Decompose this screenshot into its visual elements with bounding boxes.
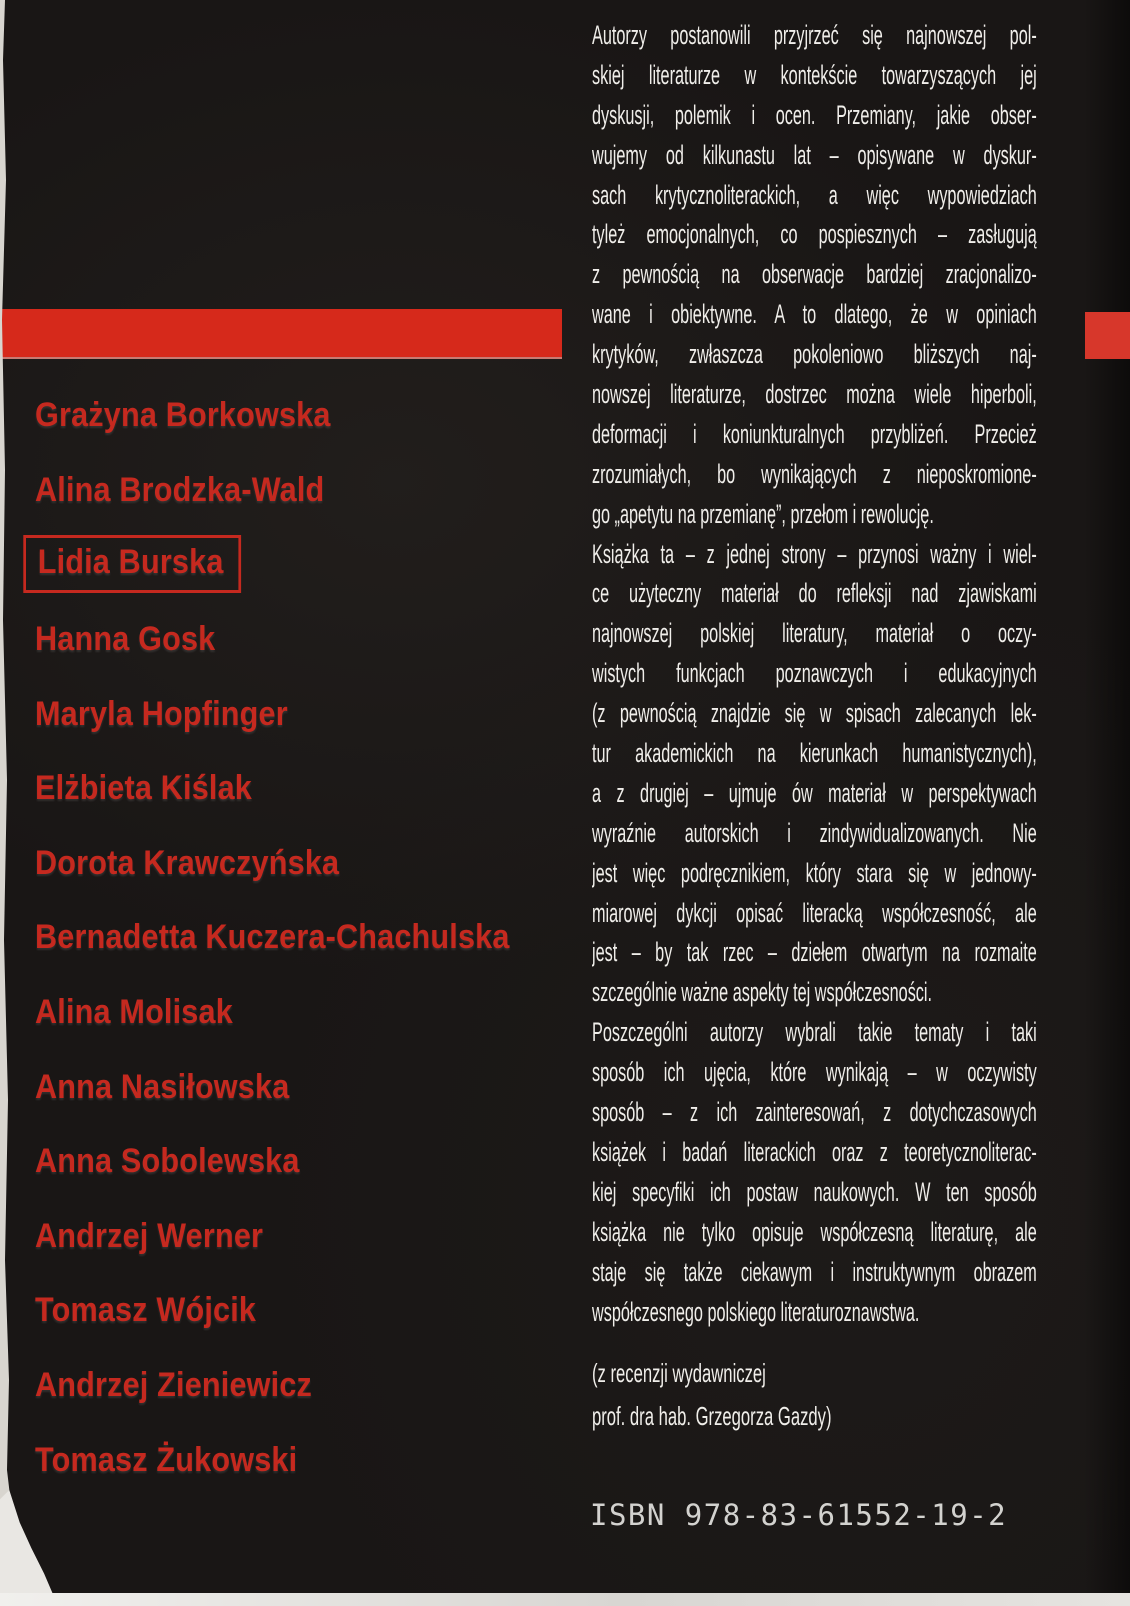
author-row <box>35 751 510 826</box>
review-credit <box>592 1352 1040 1438</box>
author-name: Dorota Krawczyńska <box>35 843 340 882</box>
review-line: szczególnie ważne aspekty tej współczesności. <box>592 977 933 1008</box>
review-line: jest więc podręcznikiem, który stara się w jednowy- <box>592 857 1037 888</box>
author-row <box>35 1422 510 1497</box>
author-row <box>35 676 510 751</box>
review-line: wujemy od kilkunastu lat – opisywane w dyskur- <box>592 139 1037 170</box>
review-line: współczesnego polskiego literaturoznawstwa. <box>592 1296 920 1327</box>
red-block-right <box>1085 312 1130 359</box>
review-line: wistych funkcjach poznawczych i edukacyjnych <box>592 658 1037 689</box>
review-line: krytyków, zwłaszcza pokoleniowo bliższych naj- <box>592 339 1037 370</box>
credit-line: (z recenzji wydawniczej <box>592 1358 766 1388</box>
review-line: a z drugiej – ujmuje ów materiał w perspektywach <box>592 777 1037 808</box>
review-line: deformacji i koniunkturalnych przybliżeń. Przecież <box>592 418 1037 449</box>
scan-corner-blob <box>0 1490 58 1606</box>
author-name: Bernadetta Kuczera-Chachulska <box>35 918 510 957</box>
scan-edge-left <box>0 0 16 1606</box>
author-name: Andrzej Werner <box>35 1216 264 1255</box>
review-line: wyraźnie autorskich i zindywidualizowanych. Nie <box>592 817 1037 848</box>
isbn-text: ISBN 978-83-61552-19-2 <box>590 1498 1008 1532</box>
red-stripe-left <box>0 309 562 359</box>
author-name: Hanna Gosk <box>35 620 216 659</box>
review-line: go „apetytu na przemianę”, przełom i rewolucję. <box>592 498 934 529</box>
review-line: jest – by tak rzec – dziełem otwartym na rozmaite <box>592 937 1037 968</box>
author-name: Anna Sobolewska <box>35 1142 300 1181</box>
review-line: wane i obiektywne. A to dlatego, że w opiniach <box>592 299 1037 330</box>
review-line: dyskusji, polemik i ocen. Przemiany, jakie obser- <box>592 99 1037 130</box>
review-line: sach krytycznoliterackich, a więc wypowiedziach <box>592 179 1037 210</box>
review-line: książek i badań literackich oraz z teoretycznoliterac- <box>592 1136 1037 1167</box>
author-row <box>35 1348 510 1423</box>
right-edge-shading <box>1084 0 1130 1606</box>
review-line: staje się także ciekawym i instruktywnym obrazem <box>592 1256 1037 1287</box>
author-name: Tomasz Żukowski <box>35 1440 298 1479</box>
review-line: najnowszej polskiej literatury, materiał o oczy- <box>592 618 1037 649</box>
author-row <box>35 378 510 453</box>
credit-line: prof. dra hab. Grzegorza Gazdy) <box>592 1401 832 1431</box>
author-name-boxed: Lidia Burska <box>23 535 241 593</box>
review-line: miarowej dykcji opisać literacką współczesność, ale <box>592 897 1037 928</box>
review-line: zrozumiałych, bo wynikających z nieposkromione- <box>592 458 1037 489</box>
author-row <box>35 602 510 677</box>
review-line: ce użyteczny materiał do refleksji nad zjawiskami <box>592 578 1037 609</box>
review-line: tur akademickich na kierunkach humanistycznych), <box>592 738 1037 769</box>
author-row <box>35 900 510 975</box>
scan-edge-bottom <box>0 1593 1130 1606</box>
author-row <box>35 1124 510 1199</box>
review-line: sposób ich ujęcia, które wynikają – w oczywisty <box>592 1057 1037 1088</box>
review-text <box>592 16 1037 1332</box>
review-line: skiej literaturze w kontekście towarzyszących jej <box>592 59 1037 90</box>
author-row <box>35 975 510 1050</box>
authors-list <box>35 378 510 1497</box>
author-name: Maryla Hopfinger <box>35 694 288 733</box>
review-line: (z pewnością znajdzie się w spisach zalecanych lek- <box>592 698 1037 729</box>
author-name: Tomasz Wójcik <box>35 1291 257 1330</box>
author-name: Andrzej Zieniewicz <box>35 1366 313 1405</box>
review-line: z pewnością na obserwacje bardziej zracjonalizo- <box>592 259 1037 290</box>
review-line: Autorzy postanowili przyjrzeć się najnowszej pol- <box>592 20 1037 50</box>
review-line: sposób – z ich zainteresowań, z dotychczasowych <box>592 1097 1037 1128</box>
author-name: Anna Nasiłowska <box>35 1067 290 1106</box>
author-row <box>35 453 510 528</box>
review-line: nowszej literaturze, dostrzec można wiele hiperboli, <box>592 379 1037 410</box>
review-line: tyleż emocjonalnych, co pospiesznych – zasługują <box>592 219 1037 250</box>
author-row <box>35 826 510 901</box>
review-line: książka nie tylko opisuje współczesną literaturę, ale <box>592 1216 1037 1247</box>
author-row <box>35 1199 510 1274</box>
review-line: Książka ta – z jednej strony – przynosi ważny i wiel- <box>592 538 1037 569</box>
author-row <box>35 1049 510 1124</box>
author-name: Alina Brodzka-Wald <box>35 470 325 509</box>
review-line: Poszczególni autorzy wybrali takie tematy i taki <box>592 1017 1037 1048</box>
review-line: kiej specyfiki ich postaw naukowych. W ten sposób <box>592 1176 1037 1207</box>
author-name: Grażyna Borkowska <box>35 396 331 435</box>
author-row <box>35 1273 510 1348</box>
author-name: Alina Molisak <box>35 993 233 1032</box>
author-row <box>35 527 510 602</box>
author-name: Elżbieta Kiślak <box>35 769 252 808</box>
